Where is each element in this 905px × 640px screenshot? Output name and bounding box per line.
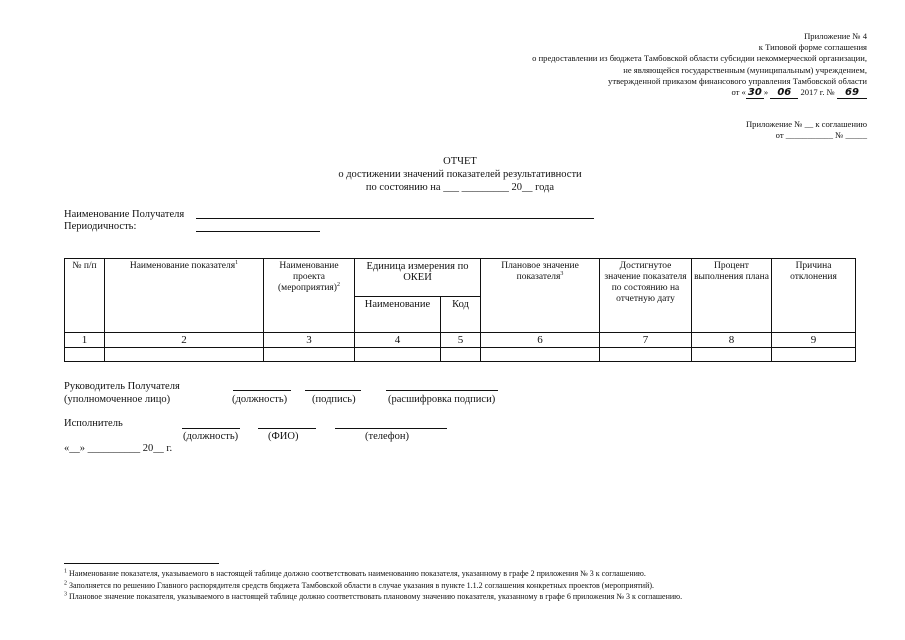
date-year: 2017 г. № — [800, 87, 835, 98]
exec-position-caption: (должность) — [183, 431, 239, 442]
footnote — [64, 568, 854, 580]
footnote-text: Плановое значение показателя, указываемого в настоящей таблице должно соответствовать плановому значению показателя, указанному в графе 6 приложения № 3 к соглашению. — [69, 592, 683, 601]
exec-name-caption: (ФИО) — [268, 431, 299, 442]
head-label — [64, 380, 180, 406]
column-number: 1 — [65, 333, 105, 348]
periodicity-line — [196, 231, 320, 232]
column-number: 2 — [105, 333, 264, 348]
head-position-line — [233, 390, 291, 391]
header-unit-okei: Единица измерения по ОКЕИ — [355, 259, 481, 297]
footnotes — [64, 568, 854, 603]
header-achieved-value: Достигнутое значение показателя по состоянию на отчетную дату — [600, 259, 692, 333]
head-label-line1: Руководитель Получателя — [64, 381, 180, 392]
head-label-line2: (уполномоченное лицо) — [64, 394, 171, 405]
footnote-separator — [64, 563, 219, 564]
footnote-text: Наименование показателя, указываемого в настоящей таблице должно соответствовать наименованию показателя, указанному в графе 2 приложения № 3 к соглашению. — [69, 569, 646, 578]
agreement-reference — [607, 119, 867, 141]
header-number: № п/п — [65, 259, 105, 333]
header-project-text: Наименование проекта (мероприятия) — [278, 261, 339, 293]
table-cell[interactable] — [105, 348, 264, 362]
footnote-mark: 1 — [235, 259, 239, 266]
agreement-ref-line: от ___________ № _____ — [775, 130, 867, 141]
exec-phone-line — [335, 428, 447, 429]
appendix-header-line: к Типовой форме соглашения — [758, 42, 867, 53]
column-number: 9 — [772, 333, 856, 348]
footnote — [64, 580, 854, 592]
footnote-mark: 1 — [64, 568, 67, 575]
header-unit-code: Код — [441, 297, 481, 333]
handwritten-month: 06 — [770, 87, 798, 99]
title-as-of: по состоянию на ___ _________ 20__ года — [365, 182, 555, 193]
head-signature-line — [305, 390, 361, 391]
table-cell[interactable] — [772, 348, 856, 362]
head-decoding-line — [386, 390, 498, 391]
footnote-text: Заполняется по решению Главного распорядителя средств бюджета Тамбовской области в случае указания в пункте 1.1.2 соглашения конкретных проектов (мероприятий). — [69, 580, 655, 590]
column-number: 3 — [264, 333, 355, 348]
column-number: 6 — [481, 333, 600, 348]
handwritten-number: 69 — [837, 87, 867, 99]
executor-label: Исполнитель — [64, 418, 123, 429]
appendix-header — [447, 31, 867, 99]
head-position-caption: (должность) — [232, 394, 288, 405]
recipient-name-line — [196, 218, 594, 219]
footnote-mark: 2 — [64, 579, 67, 586]
table-cell[interactable] — [264, 348, 355, 362]
header-planned-value — [481, 259, 600, 333]
footnote-mark: 3 — [560, 270, 564, 277]
recipient-name-label: Наименование Получателя — [64, 209, 185, 220]
table-cell[interactable] — [692, 348, 772, 362]
date-line: «__» __________ 20__ г. — [64, 443, 173, 454]
table-cell[interactable] — [355, 348, 441, 362]
head-signature-caption: (подпись) — [312, 394, 356, 405]
appendix-header-line: утвержденной приказом финансового управления Тамбовской области — [608, 75, 867, 86]
column-number: 7 — [600, 333, 692, 348]
table-cell[interactable] — [600, 348, 692, 362]
periodicity-label: Периодичность: — [64, 221, 137, 232]
table-cell[interactable] — [441, 348, 481, 362]
date-mid: » — [763, 87, 769, 98]
header-indicator-name — [105, 259, 264, 333]
footnote-mark: 3 — [64, 591, 67, 598]
footnote — [64, 591, 854, 603]
title-sub: о достижении значений показателей результативности — [338, 169, 582, 180]
header-unit-name: Наименование — [355, 297, 441, 333]
title-main: ОТЧЕТ — [443, 156, 477, 167]
appendix-header-line: о предоставлении из бюджета Тамбовской области субсидии некоммерческой организации, — [532, 53, 867, 64]
exec-phone-caption: (телефон) — [365, 431, 409, 442]
table-cell[interactable] — [65, 348, 105, 362]
exec-name-line — [258, 428, 316, 429]
header-project-name — [264, 259, 355, 333]
exec-position-line — [182, 428, 240, 429]
table-cell[interactable] — [481, 348, 600, 362]
header-indicator-text: Наименование показателя — [129, 261, 236, 271]
header-planned-text: Плановое значение показателя — [501, 261, 579, 282]
column-number: 4 — [355, 333, 441, 348]
handwritten-day: 30 — [746, 87, 764, 99]
appendix-header-line: не являющейся государственным (муниципальным) учреждением, — [623, 64, 867, 75]
head-decoding-caption: (расшифровка подписи) — [388, 394, 496, 405]
date-prefix: от « — [731, 87, 746, 98]
agreement-ref-line: Приложение № __ к соглашению — [745, 119, 867, 129]
footnote-mark: 2 — [336, 281, 340, 288]
appendix-header-line: Приложение № 4 — [804, 31, 867, 41]
report-table — [64, 258, 856, 362]
header-percent-completion: Процент выполнения плана — [692, 259, 772, 333]
column-number: 8 — [692, 333, 772, 348]
column-number: 5 — [441, 333, 481, 348]
header-deviation-reason: Причина отклонения — [772, 259, 856, 333]
appendix-date-line — [447, 87, 867, 99]
report-title — [230, 155, 690, 194]
